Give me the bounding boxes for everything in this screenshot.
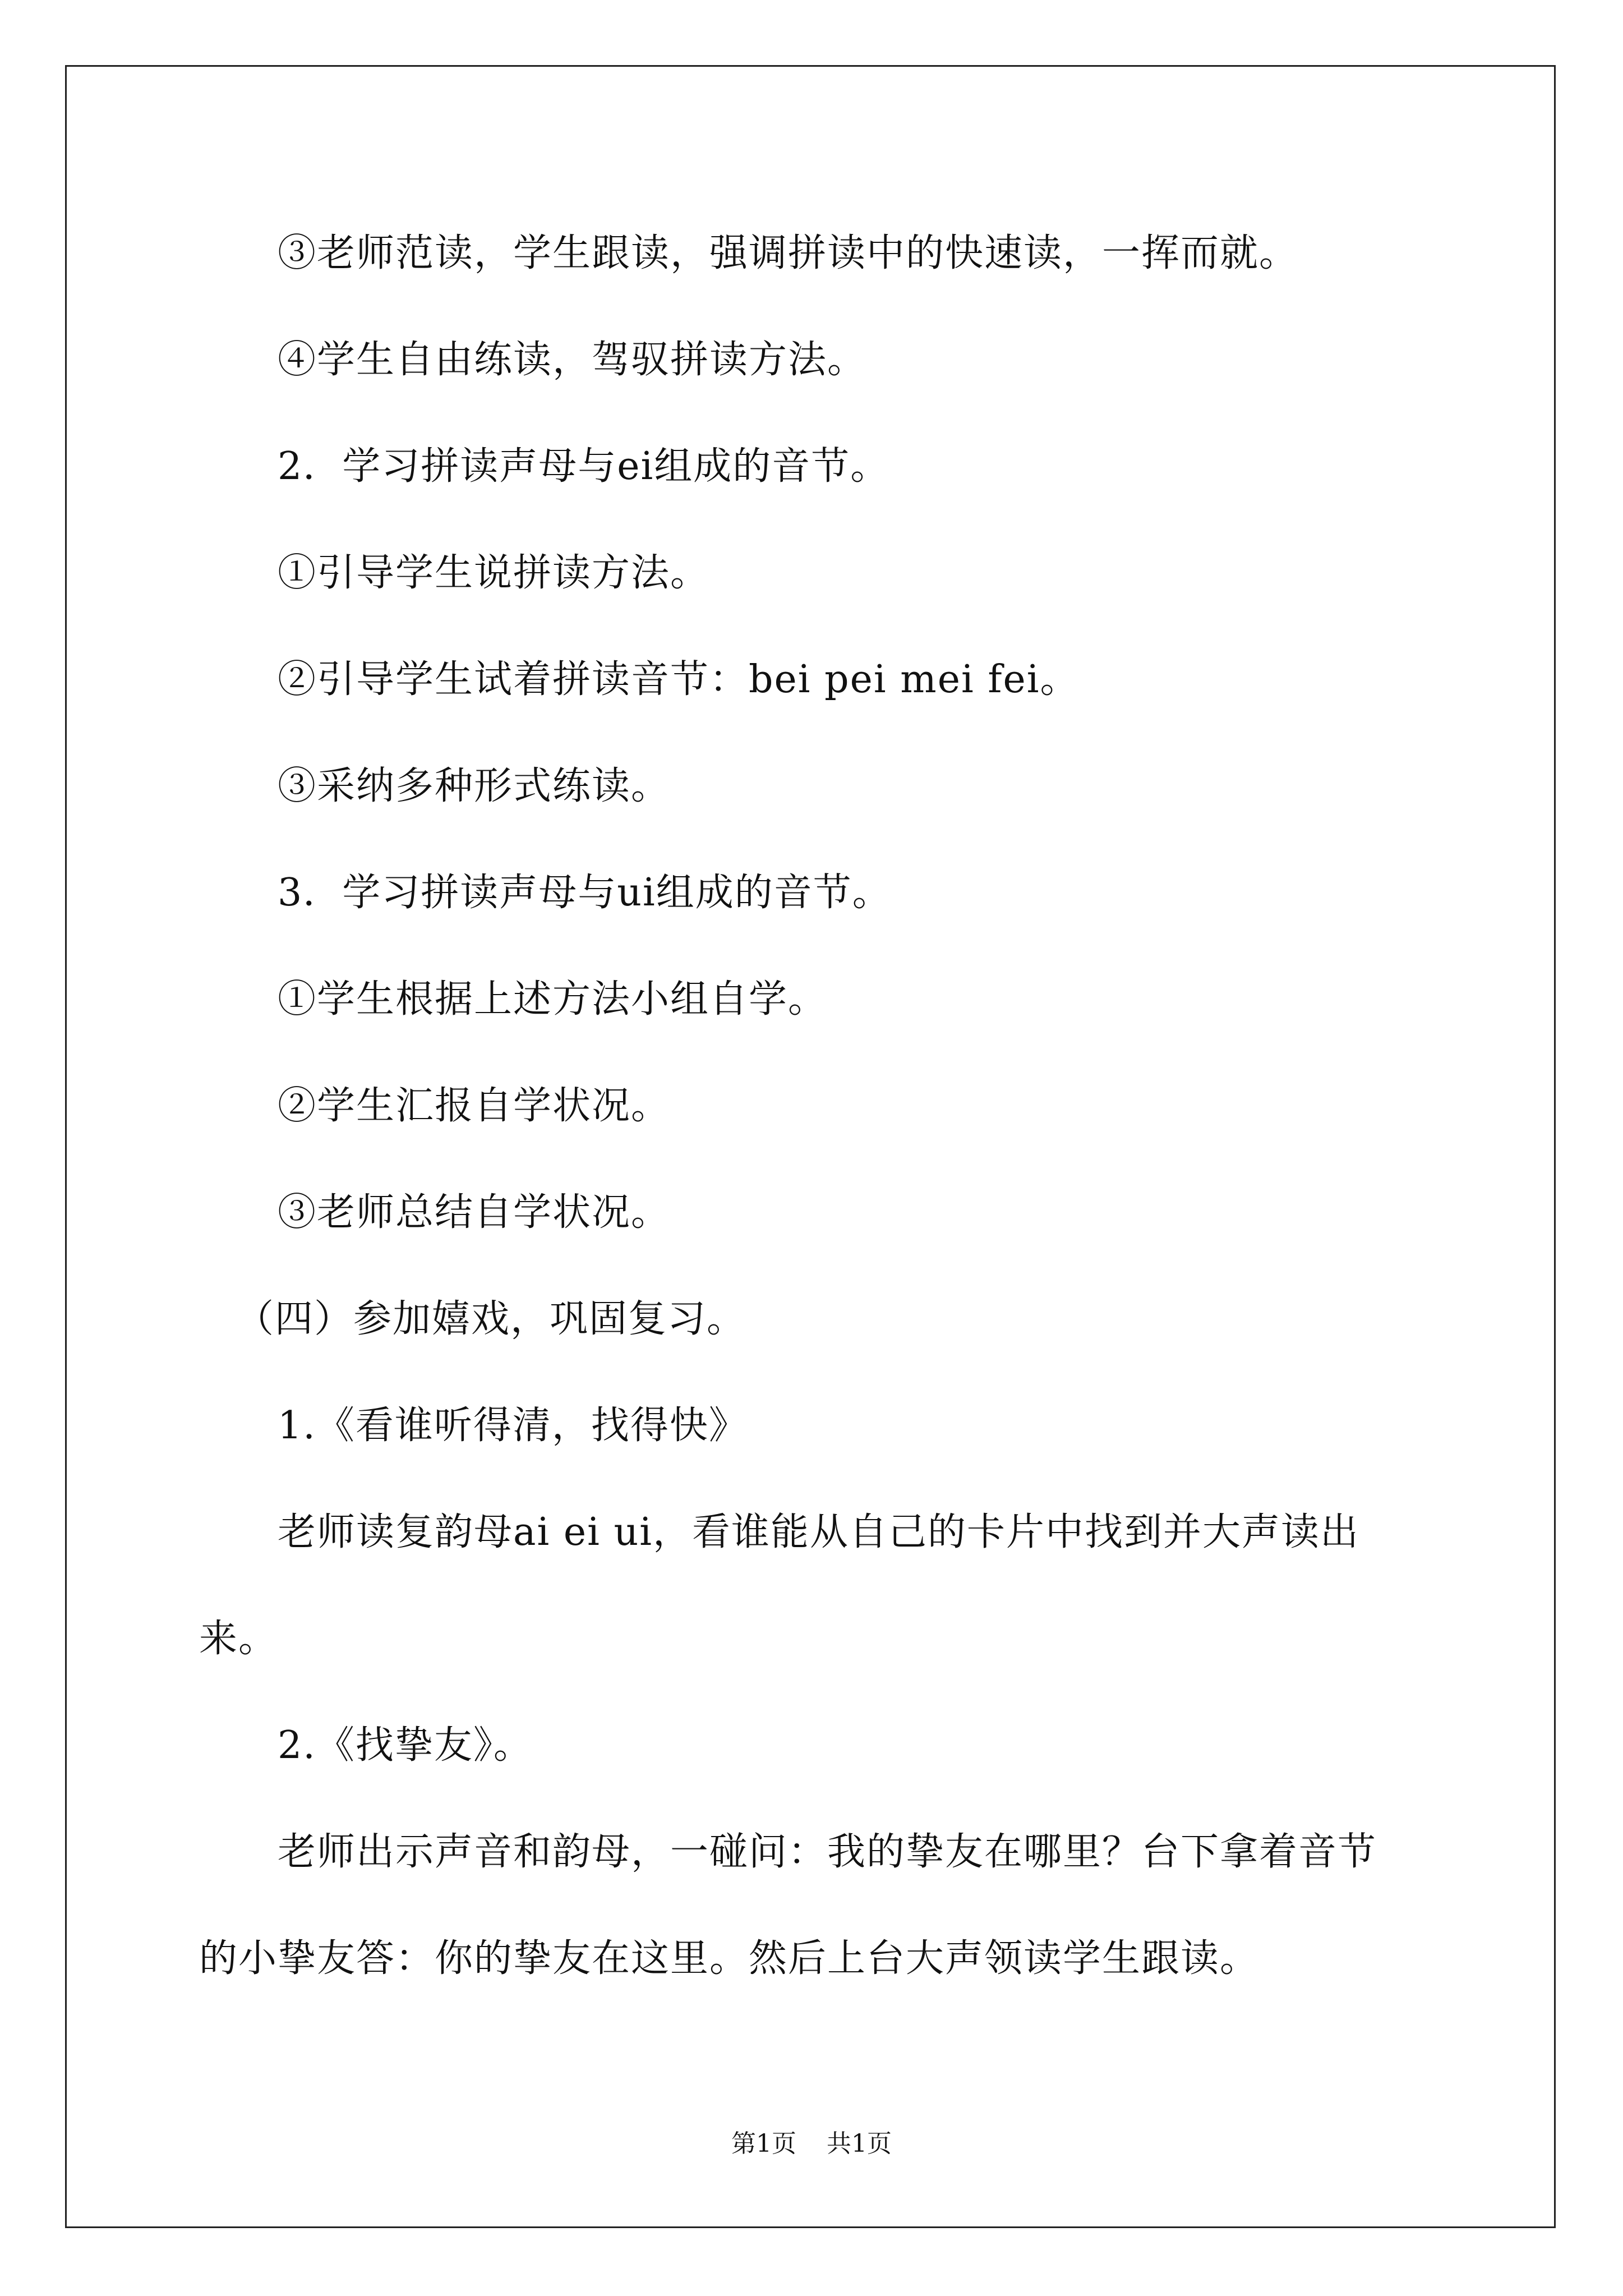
paragraph: ③老师总结自学状况。: [278, 1190, 671, 1235]
page-number: 第1页: [731, 2129, 796, 2158]
page-border: [65, 65, 1556, 2228]
paragraph-continuation: 来。: [199, 1617, 278, 1661]
paragraph: ②学生汇报自学状况。: [278, 1084, 671, 1128]
paragraph-continuation: 的小挚友答：你的挚友在这里。然后上台大声领读学生跟读。: [199, 1936, 1260, 1981]
paragraph: ②引导学生试着拼读音节：bei pei mei fei。: [278, 657, 1080, 702]
paragraph: （四）参加嬉戏，巩固复习。: [236, 1297, 746, 1341]
paragraph: 2．学习拼读声母与ei组成的音节。: [278, 444, 890, 489]
paragraph: ①学生根据上述方法小组自学。: [278, 977, 828, 1022]
paragraph: 2.《找挚友》。: [278, 1723, 533, 1768]
paragraph: ③采纳多种形式练读。: [278, 764, 671, 808]
page-total: 共1页: [827, 2129, 892, 2158]
paragraph: ①引导学生说拼读方法。: [278, 551, 710, 595]
paragraph: ③老师范读，学生跟读，强调拼读中的快速读，一挥而就。: [278, 231, 1299, 275]
paragraph: 老师读复韵母ai ei ui，看谁能从自己的卡片中找到并大声读出: [278, 1510, 1360, 1554]
paragraph: 3．学习拼读声母与ui组成的音节。: [278, 871, 892, 915]
paragraph: 1.《看谁听得清，找得快》: [278, 1404, 748, 1448]
paragraph: 老师出示声音和韵母，一碰问：我的挚友在哪里？台下拿着音节: [278, 1830, 1377, 1874]
page-footer: [0, 2129, 1623, 2158]
paragraph: ④学生自由练读，驾驭拼读方法。: [278, 338, 867, 382]
